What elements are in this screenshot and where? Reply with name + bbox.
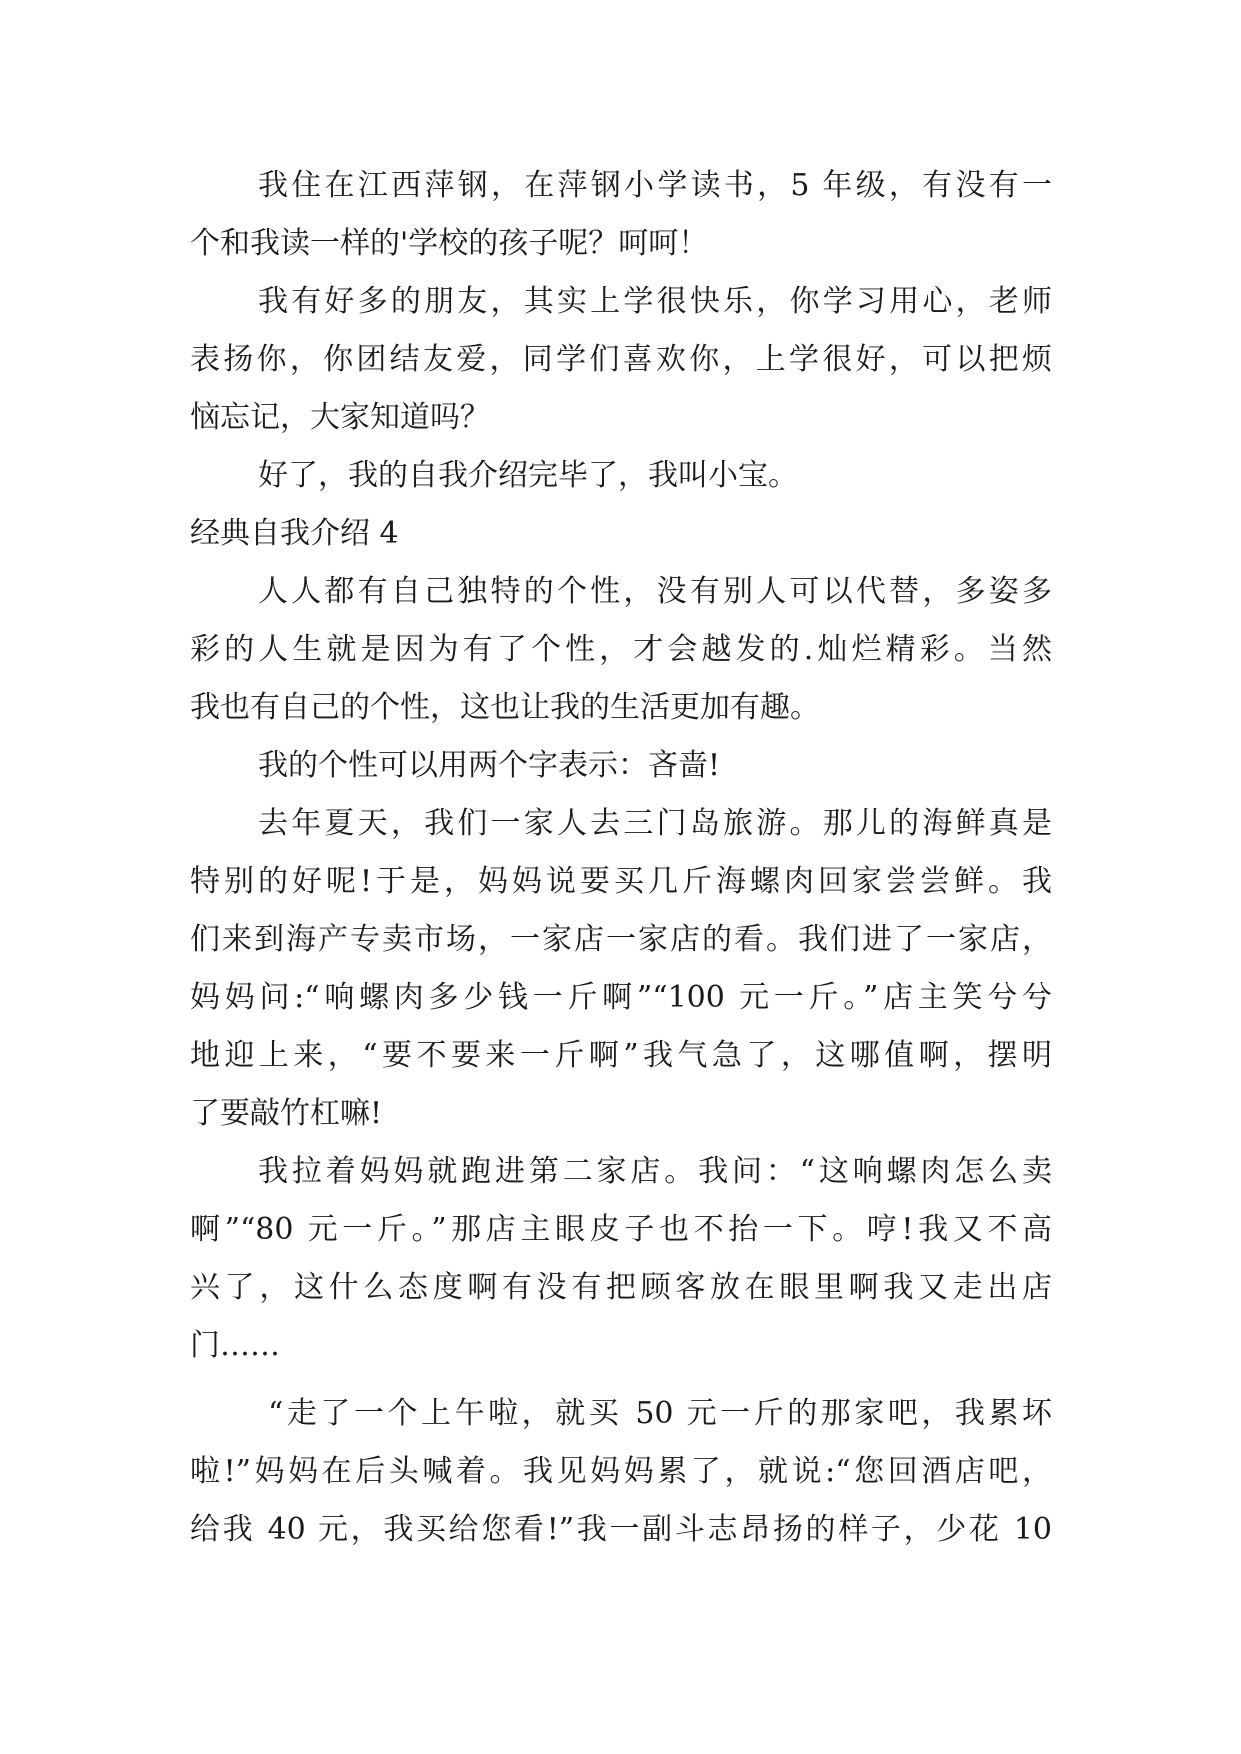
text-line: 好了，我的自我介绍完毕了，我叫小宝。 [258,458,798,493]
section-heading: 经典自我介绍 4 [190,516,399,551]
text-line: 地迎上来，“要不要来一斤啊”我气急了，这哪值啊，摆明 [190,1038,1052,1073]
text-line: 我有好多的朋友，其实上学很快乐，你学习用心，老师 [258,284,1052,319]
text-line: 啦!”妈妈在后头喊着。我见妈妈累了，就说:“您回酒店吧， [190,1454,1052,1489]
text-line: 人人都有自己独特的个性，没有别人可以代替，多姿多 [258,574,1052,609]
text-line: 我的个性可以用两个字表示：吝啬! [258,748,721,783]
text-line: 了要敲竹杠嘛! [190,1096,383,1131]
text-line: 个和我读一样的'学校的孩子呢？呵呵！ [190,226,709,261]
text-line: 啊”“80 元一斤。”那店主眼皮子也不抬一下。哼!我又不高 [190,1212,1052,1247]
text-line: 门…… [190,1328,280,1363]
text-line: 们来到海产专卖市场，一家店一家店的看。我们进了一家店， [190,922,1052,957]
text-line: “走了一个上午啦，就买 50 元一斤的那家吧，我累坏 [268,1396,1052,1431]
text-line: 恼忘记，大家知道吗？ [190,400,490,435]
text-line: 去年夏天，我们一家人去三门岛旅游。那儿的海鲜真是 [258,806,1052,841]
text-line: 彩的人生就是因为有了个性，才会越发的.灿烂精彩。当然 [190,632,1052,667]
text-line: 表扬你，你团结友爱，同学们喜欢你，上学很好，可以把烦 [190,342,1052,377]
text-line: 兴了，这什么态度啊有没有把顾客放在眼里啊我又走出店 [190,1270,1052,1305]
text-line: 我也有自己的个性，这也让我的生活更加有趣。 [190,690,820,725]
text-line: 我住在江西萍钢，在萍钢小学读书，5 年级，有没有一 [258,168,1052,203]
text-line: 给我 40 元，我买给您看!”我一副斗志昂扬的样子，少花 10 [190,1512,1052,1547]
text-line: 特别的好呢!于是，妈妈说要买几斤海螺肉回家尝尝鲜。我 [190,864,1052,899]
text-line: 妈妈问:“响螺肉多少钱一斤啊”“100 元一斤。”店主笑兮兮 [190,980,1052,1015]
text-line: 我拉着妈妈就跑进第二家店。我问：“这响螺肉怎么卖 [258,1154,1052,1189]
